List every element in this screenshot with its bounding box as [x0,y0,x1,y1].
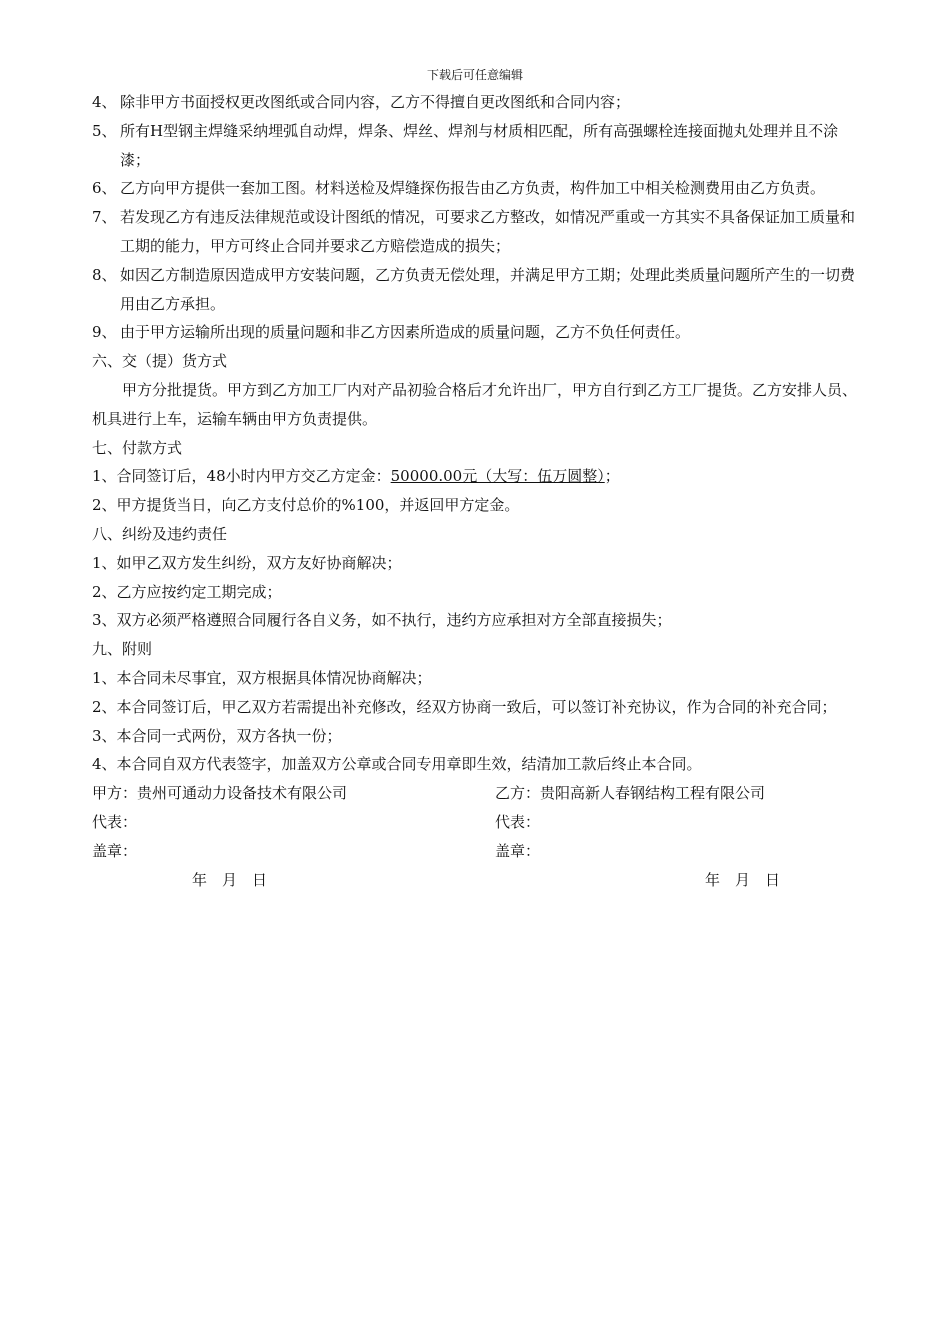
section-title-appendix: 九、附则 [92,640,153,659]
delivery-paragraph: 甲方分批提货。甲方到乙方加工厂内对产品初验合格后才允许出厂，甲方自行到乙方工厂提货。乙方安排人员、机具进行上车，运输车辆由甲方负责提供。 [92,380,858,428]
signature-seal-row [92,837,860,866]
appendix-line: 4、本合同自双方代表签字，加盖双方公章或合同专用章即生效，结清加工款后终止本合同。 [92,755,702,774]
list-item: 4、 除非甲方书面授权更改图纸或合同内容，乙方不得擅自更改图纸和合同内容； [92,93,631,111]
dispute-line: 3、双方必须严格遵照合同履行各自义务，如不执行，违约方应承担对方全部直接损失； [92,611,672,630]
section-title-disputes: 八、纠纷及违约责任 [92,524,228,543]
list-item: 7、 若发现乙方有违反法律规范或设计图纸的情况，可要求乙方整改，如情况严重或一方其实不具备保证加工质量和工期的能力，甲方可终止合同并要求乙方赔偿造成的损失； [92,208,856,255]
section-title-payment: 七、付款方式 [92,438,183,457]
list-item: 9、 由于甲方运输所出现的质量问题和非乙方因素所造成的质量问题，乙方不负任何责任。 [92,323,691,342]
appendix-line: 2、本合同签订后，甲乙双方若需提出补充修改，经双方协商一致后，可以签订补充协议，作为合同的补充合同； [92,697,837,716]
signature-rep-row [92,808,860,837]
section-title-delivery: 六、交（提）货方式 [92,352,228,371]
list-item: 6、 乙方向甲方提供一套加工图。材料送检及焊缝探伤报告由乙方负责，构件加工中相关检测费用由乙方负责。 [92,179,826,198]
party-a-date: 年 月 日 [192,870,268,889]
list-item: 8、 如因乙方制造原因造成甲方安装问题，乙方负责无偿处理，并满足甲方工期；处理此类质量问题所产生的一切费用由乙方承担。 [92,265,856,313]
party-a-representative: 代表： [92,812,138,831]
party-a-name: 甲方：贵州可通动力设备技术有限公司 [92,784,348,803]
list-item: 5、 所有H型钢主焊缝采纳埋弧自动焊，焊条、焊丝、焊剂与材质相匹配，所有高强螺栓连接面抛丸处理并且不涂漆； [92,121,839,169]
party-b-representative: 代表： [495,812,541,831]
dispute-line: 1、如甲乙双方发生纠纷，双方友好协商解决； [92,553,402,572]
quality-items [92,88,860,347]
party-a-seal: 盖章： [92,841,138,860]
signature-party-row [92,779,860,808]
appendix-line: 1、本合同未尽事宜，双方根据具体情况协商解决； [92,668,432,687]
signature-date-row [92,866,860,895]
party-b-seal: 盖章： [495,841,541,860]
payment-line-2: 2、甲方提货当日，向乙方支付总价的%100，并返回甲方定金。 [92,496,520,515]
deposit-amount: 50000.00元（大写：伍万圆整） [390,467,605,486]
appendix-line: 3、本合同一式两份，双方各执一份； [92,726,342,745]
dispute-line: 2、乙方应按约定工期完成； [92,582,282,601]
contract-body [92,88,860,894]
page-header: 下载后可任意编辑 [426,68,523,82]
party-b-date: 年 月 日 [705,870,781,889]
payment-line-1: 1、合同签订后，48小时内甲方交乙方定金：50000.00元（大写：伍万圆整）； [92,467,620,486]
party-b-name: 乙方：贵阳高新人春钢结构工程有限公司 [495,784,766,803]
